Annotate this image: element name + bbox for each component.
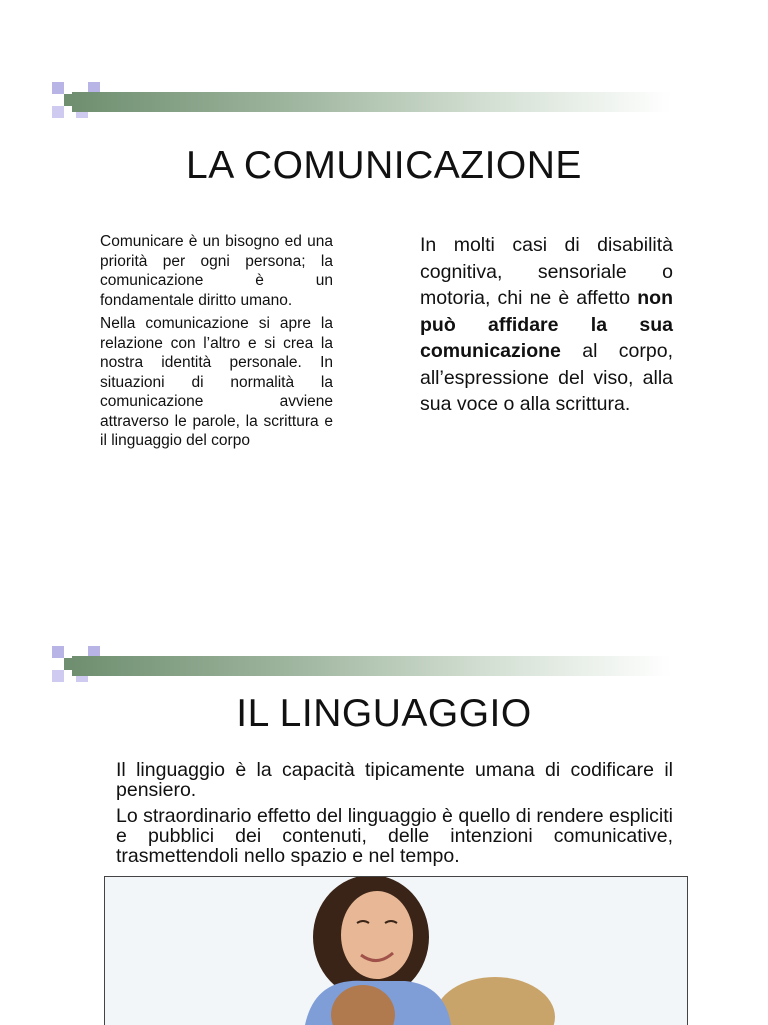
right-text-column xyxy=(420,232,673,418)
slide-title: IL LINGUAGGIO xyxy=(236,692,532,735)
left-paragraph: Nella comunicazione si apre la relazione con l’altro e si crea la nostra identità personale. In situazioni di normalità la comunicazione avviene attraverso le parole, la scrittura e il linguaggio del corpo xyxy=(100,315,333,449)
left-paragraph: Comunicare è un bisogno ed una priorità per ogni persona; la comunicazione è un fondamentale diritto umano. xyxy=(100,233,333,309)
linguaggio-text xyxy=(116,760,673,872)
photo-mother-child xyxy=(104,876,688,1025)
title-bar xyxy=(72,92,672,112)
photo-illustration xyxy=(105,877,687,1025)
slide-il-linguaggio xyxy=(0,620,768,1024)
body-paragraph: Lo straordinario effetto del linguaggio è quello di rendere espliciti e pubblici dei contenuti, delle intenzioni comunicative, trasmettendoli nello spazio e nel tempo. xyxy=(116,805,673,867)
right-paragraph: In molti casi di disabilità cognitiva, sensoriale o motoria, chi ne è affetto non può affidare la sua comunicazione al corpo, all’espressione del viso, alla sua voce o alla scrittura. xyxy=(420,234,673,415)
left-text-column xyxy=(100,232,333,455)
bold-emphasis: non può affidare la sua comunicazione xyxy=(420,287,673,362)
title-bar xyxy=(72,656,672,676)
slide-title: LA COMUNICAZIONE xyxy=(186,144,582,187)
body-paragraph: Il linguaggio è la capacità tipicamente umana di codificare il pensiero. xyxy=(116,759,673,801)
